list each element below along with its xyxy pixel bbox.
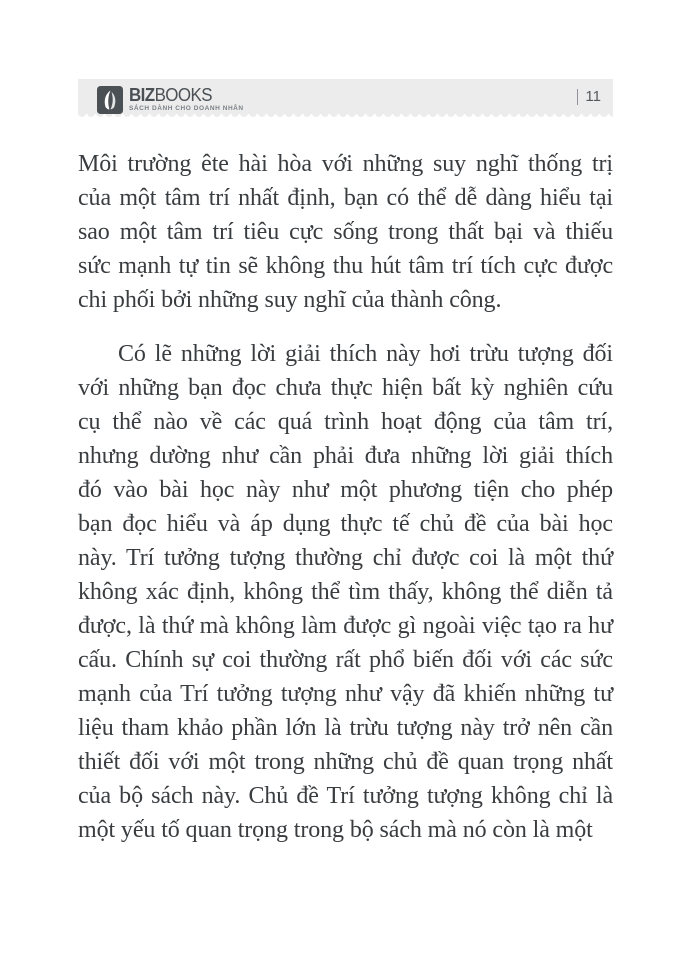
text-line: cụ thể nào về các quá trình hoạt động của tâm trí, — [78, 409, 613, 435]
text-line: liệu tham khảo phần lớn là trừu tượng này trở nên cần — [78, 715, 613, 741]
text-line: đó vào bài học này như một phương tiện cho phép — [78, 477, 613, 503]
page-header — [78, 79, 613, 114]
leaf-book-icon — [97, 86, 123, 114]
bizbooks-logo — [97, 86, 244, 114]
page-number-divider — [577, 89, 579, 105]
logo-tagline: SÁCH DÀNH CHO DOANH NHÂN — [129, 105, 244, 113]
text-line: của một tâm trí nhất định, bạn có thể dễ dàng hiểu tại — [78, 185, 613, 211]
text-line: nhưng dường như cần phải đưa những lời giải thích — [78, 443, 613, 469]
page-content — [78, 147, 613, 847]
text-line: bạn đọc hiểu và áp dụng thực tế chủ đề của bài học — [78, 511, 613, 537]
page-number-value: 11 — [585, 88, 601, 105]
logo-title-biz: BIZ — [129, 85, 155, 106]
logo-text — [129, 86, 244, 113]
text-line: Có lẽ những lời giải thích này hơi trừu tượng đối — [118, 341, 613, 367]
text-line: cấu. Chính sự coi thường rất phổ biến đối với các sức — [78, 647, 613, 673]
text-line: mạnh của Trí tưởng tượng như vậy đã khiến những tư — [78, 681, 613, 707]
text-line: chi phối bởi những suy nghĩ của thành công. — [78, 287, 502, 313]
text-line: một yếu tố quan trọng trong bộ sách mà nó còn là một — [78, 817, 593, 843]
logo-title-books: BOOKS — [154, 85, 212, 106]
text-line: thiết đối với một trong những chủ đề quan trọng nhất — [78, 749, 613, 775]
page-number — [577, 88, 601, 105]
paragraph-2 — [78, 337, 613, 847]
text-line: này. Trí tưởng tượng thường chỉ được coi là một thứ — [78, 545, 613, 571]
logo-title — [129, 86, 237, 104]
text-line: không xác định, không thể tìm thấy, không thể diễn tả — [78, 579, 613, 605]
text-line: được, là thứ mà không làm được gì ngoài việc tạo ra hư — [78, 613, 613, 639]
text-line: của bộ sách này. Chủ đề Trí tưởng tượng không chỉ là — [78, 783, 613, 809]
text-line: Môi trường ête hài hòa với những suy nghĩ thống trị — [78, 151, 613, 177]
text-line: sao một tâm trí tiêu cực sống trong thất bại và thiếu — [78, 219, 613, 245]
text-line: sức mạnh tự tin sẽ không thu hút tâm trí tích cực được — [78, 253, 613, 279]
text-line: với những bạn đọc chưa thực hiện bất kỳ nghiên cứu — [78, 375, 613, 401]
paragraph-1 — [78, 147, 613, 317]
